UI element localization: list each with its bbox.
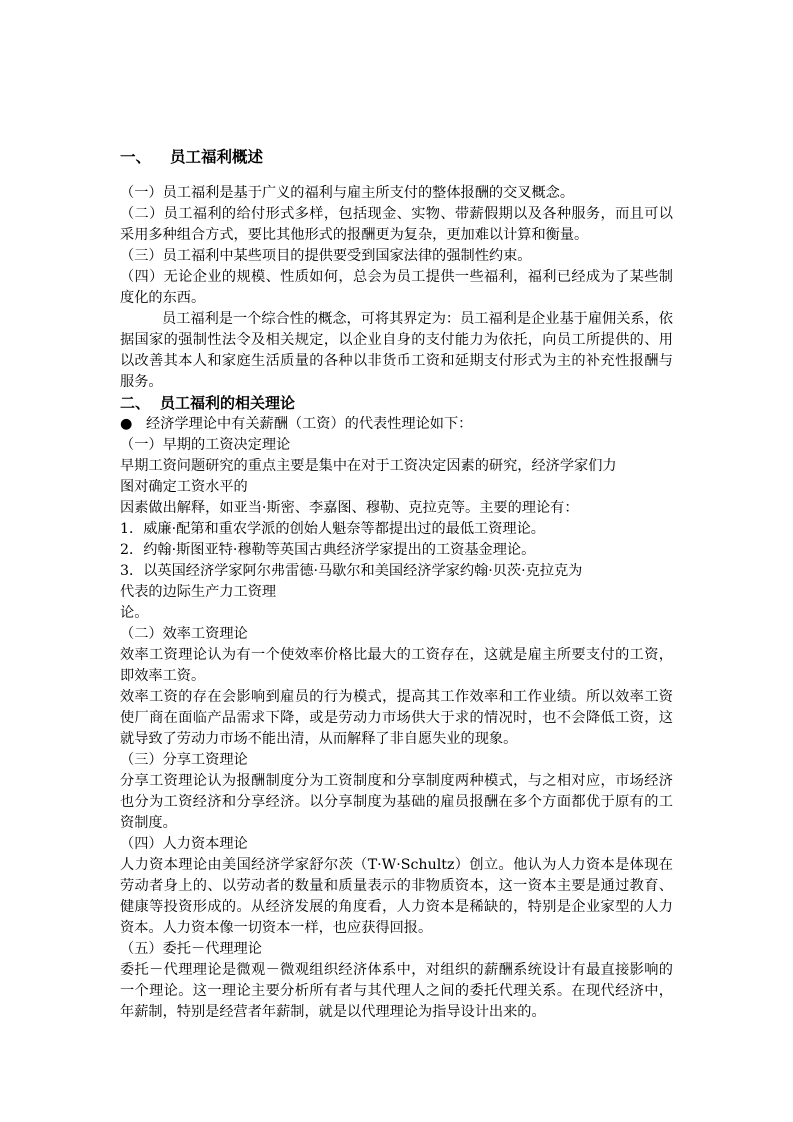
early-theory-heading: （一）早期的工资决定理论 [120, 437, 291, 453]
sharing-wage-heading: （三）分享工资理论 [120, 752, 248, 768]
section-1-title: 员工福利概述 [170, 147, 264, 166]
human-capital-heading: （四）人力资本理论 [120, 836, 248, 852]
early-theory-item-2: 2．约翰·斯图亚特·穆勒等英国古典经济学家提出的工资基金理论。 [120, 542, 536, 558]
agency-theory-heading: （五）委托－代理理论 [120, 941, 262, 957]
section-1-heading [120, 146, 673, 168]
early-theory-item-3-line-3: 论。 [120, 605, 149, 621]
efficiency-wage-paragraph-2: 效率工资的存在会影响到雇员的行为模式，提高其工作效率和工作业绩。所以效率工资使厂商在面临产品需求下降，或是劳动力市场供大于求的情况时，也不会降低工资，这就导致了劳动力市场不能出清，从而解释了非自愿失业的现象。 [120, 689, 673, 747]
section-1-item-4: （四）无论企业的规模、性质如何，总会为员工提供一些福利，福利已经成为了某些制度化的东西。 [120, 269, 673, 306]
early-theory-line-2: 图对确定工资水平的 [120, 479, 248, 495]
section-2-number: 二、 [120, 394, 151, 412]
efficiency-wage-paragraph-1: 效率工资理论认为有一个使效率价格比最大的工资存在，这就是雇主所要支付的工资，即效率工资。 [120, 647, 673, 684]
section-1-number: 一、 [120, 147, 152, 166]
early-theory-item-3-line-1: 3．以英国经济学家阿尔弗雷德·马歇尔和美国经济学家约翰·贝茨·克拉克为 [120, 563, 583, 579]
early-theory-line-3: 因素做出解释，如亚当·斯密、李嘉图、穆勒、克拉克等。主要的理论有： [120, 500, 579, 516]
early-theory-item-3-line-2: 代表的边际生产力工资理 [120, 584, 277, 600]
efficiency-wage-heading: （二）效率工资理论 [120, 626, 248, 642]
section-1-item-1: （一）员工福利是基于广义的福利与雇主所支付的整体报酬的交叉概念。 [120, 185, 575, 201]
section-1-item-2: （二）员工福利的给付形式多样，包括现金、实物、带薪假期以及各种服务，而且可以采用多种组合方式，要比其他形式的报酬更为复杂，更加难以计算和衡量。 [120, 206, 673, 243]
section-1-definition: 员工福利是一个综合性的概念，可将其界定为：员工福利是企业基于雇佣关系，依据国家的强制性法令及相关规定，以企业自身的支付能力为依托，向员工所提供的、用以改善其本人和家庭生活质量的各种以非货币工资和延期支付形式为主的补充性报酬与服务。 [120, 311, 673, 390]
bullet-text: 经济学理论中有关薪酬（工资）的代表性理论如下： [146, 416, 473, 432]
sharing-wage-paragraph: 分享工资理论认为报酬制度分为工资制度和分享制度两种模式，与之相对应，市场经济也分为工资经济和分享经济。以分享制度为基础的雇员报酬在多个方面都优于原有的工资制度。 [120, 773, 673, 831]
document-body [120, 146, 673, 1023]
agency-theory-paragraph: 委托－代理理论是微观－微观组织经济体系中，对组织的薪酬系统设计有最直接影响的一个理论。这一理论主要分析所有者与其代理人之间的委托代理关系。在现代经济中，年薪制，特别是经营者年薪制，就是以代理理论为指导设计出来的。 [120, 962, 673, 1020]
early-theory-line-1: 早期工资问题研究的重点主要是集中在对于工资决定因素的研究，经济学家们力 [120, 458, 617, 474]
section-2-title: 员工福利的相关理论 [160, 394, 296, 412]
bullet-item [120, 414, 673, 435]
section-2-heading [120, 393, 673, 414]
early-theory-item-1: 1．威廉·配第和重农学派的创始人魁奈等都提出过的最低工资理论。 [120, 521, 545, 537]
human-capital-paragraph: 人力资本理论由美国经济学家舒尔茨（T·W·Schultz）创立。他认为人力资本是体现在劳动者身上的、以劳动者的数量和质量表示的非物质资本，这一资本主要是通过教育、健康等投资形成的。从经济发展的角度看，人力资本是稀缺的，特别是企业家型的人力资本。人力资本像一切资本一样，也应获得回报。 [120, 857, 673, 936]
bullet-dot-icon: ● [120, 416, 133, 432]
section-1-item-3: （三）员工福利中某些项目的提供要受到国家法律的强制性约束。 [120, 248, 532, 264]
